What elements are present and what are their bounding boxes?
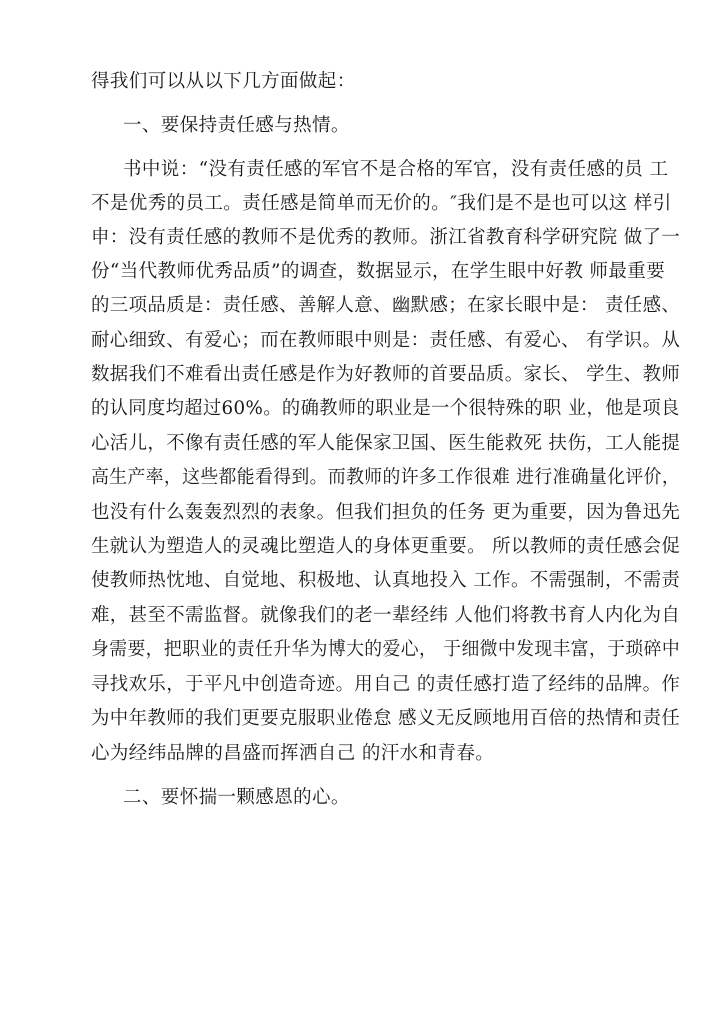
paragraph-line: 高生产率，这些都能看得到。而教师的许多工作很难 进行准确量化评价， — [91, 467, 681, 488]
paragraph-line: 份“当代教师优秀品质”的调查，数据显示，在学生眼中好教 师最重要 — [91, 261, 666, 282]
paragraph-line: 心活儿，不像有责任感的军人能保家卫国、医生能救死 扶伤，工人能提 — [91, 433, 681, 454]
paragraph-line: 的认同度均超过60%。的确教师的职业是一个很特殊的职 业，他是项良 — [91, 398, 680, 419]
paragraph-line: 生就认为塑造人的灵魂比塑造人的身体更重要。 所以教师的责任感会促 — [91, 536, 681, 557]
paragraph-line: 不是优秀的员工。责任感是简单而无价的。″我们是不是也可以这 样引 — [91, 193, 672, 214]
paragraph-line: 心为经纬品牌的昌盛而挥洒自己 的汗水和青春。 — [91, 743, 495, 764]
paragraph-line: 申：没有责任感的教师不是优秀的教师。浙江省教育科学研究院 做了一 — [91, 227, 681, 248]
paragraph-line: 难，甚至不需监督。就像我们的老一辈经纬 人他们将教书育人内化为自 — [91, 605, 681, 626]
paragraph-line: 寻找欢乐，于平凡中创造奇迹。用自己 的责任感打造了经纬的品牌。作 — [91, 674, 681, 695]
paragraph-line: 使教师热忱地、自觉地、积极地、认真地投入 工作。不需强制，不需责 — [91, 570, 681, 591]
paragraph-line: 也没有什么轰轰烈烈的表象。但我们担负的任务 更为重要，因为鲁迅先 — [91, 502, 681, 523]
paragraph-line: 书中说：“没有责任感的军官不是合格的军官，没有责任感的员 工 — [123, 159, 669, 180]
paragraph-line: 得我们可以从以下几方面做起： — [91, 71, 356, 92]
section-heading: 二、要怀揣一颗感恩的心。 — [123, 787, 350, 808]
paragraph-line: 的三项品质是：责任感、善解人意、幽默感；在家长眼中是： 责任感、 — [91, 295, 681, 316]
paragraph-line: 身需要，把职业的责任升华为博大的爱心， 于细微中发现丰富，于琐碎中 — [91, 639, 681, 660]
paragraph-line: 数据我们不难看出责任感是作为好教师的首要品质。家长、 学生、教师 — [91, 364, 681, 385]
paragraph-line: 为中年教师的我们更要克服职业倦怠 感义无反顾地用百倍的热情和责任 — [91, 708, 681, 729]
paragraph-line: 耐心细致、有爱心；而在教师眼中则是：责任感、有爱心、 有学识。从 — [91, 330, 681, 351]
section-heading: 一、要保持责任感与热情。 — [123, 115, 350, 136]
